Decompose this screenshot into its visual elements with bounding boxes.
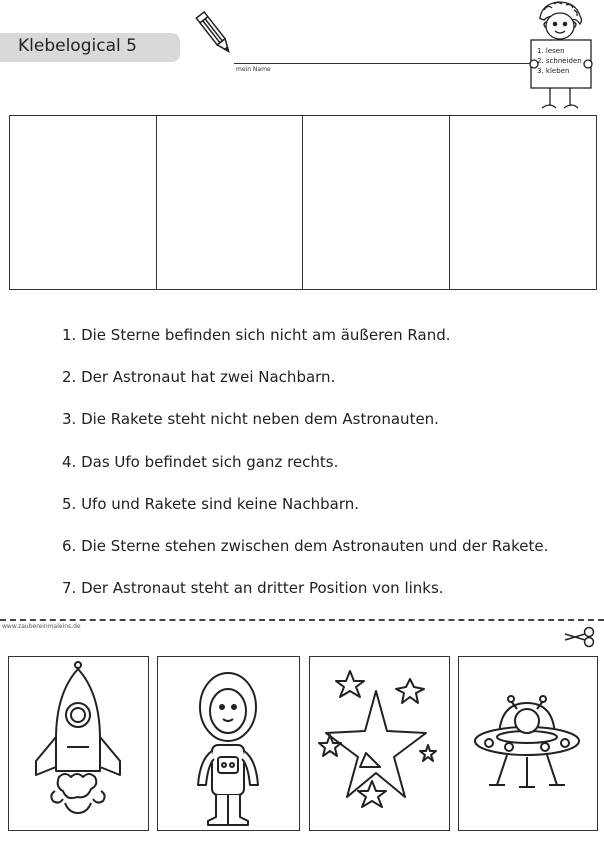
card-stars[interactable] bbox=[309, 656, 450, 831]
ufo-icon bbox=[459, 657, 596, 829]
worksheet-title: Klebelogical 5 bbox=[18, 36, 137, 56]
card-rocket[interactable] bbox=[8, 656, 149, 831]
site-url: www.zaubereinmaleins.de bbox=[2, 623, 81, 630]
card-ufo[interactable] bbox=[458, 656, 598, 831]
clue-list bbox=[62, 314, 548, 609]
steps-sign bbox=[532, 44, 586, 84]
clue-item: 6. Die Sterne stehen zwischen dem Astronauten und der Rakete. bbox=[62, 537, 549, 556]
step-glue: 3. kleben bbox=[537, 67, 570, 75]
clue-item: 2. Der Astronaut hat zwei Nachbarn. bbox=[62, 368, 336, 387]
stars-icon bbox=[310, 657, 448, 829]
clue-item: 5. Ufo und Rakete sind keine Nachbarn. bbox=[62, 494, 360, 513]
answer-slot-4[interactable] bbox=[450, 116, 597, 289]
answer-slot-1[interactable] bbox=[10, 116, 157, 289]
astronaut-icon bbox=[158, 657, 298, 829]
clue-item: 4. Das Ufo befindet sich ganz rechts. bbox=[62, 452, 339, 471]
clue-item: 3. Die Rakete steht nicht neben dem Astronauten. bbox=[62, 410, 439, 429]
pencil-icon bbox=[193, 8, 237, 60]
clue-item: 7. Der Astronaut steht an dritter Position von links. bbox=[62, 579, 444, 598]
answer-grid bbox=[9, 115, 597, 290]
card-astronaut[interactable] bbox=[157, 656, 300, 831]
answer-slot-3[interactable] bbox=[303, 116, 450, 289]
name-label: mein Name bbox=[236, 66, 271, 73]
clue-item: 1. Die Sterne befinden sich nicht am äußeren Rand. bbox=[62, 326, 451, 344]
step-cut: 2. schneiden bbox=[537, 57, 582, 65]
answer-slot-2[interactable] bbox=[157, 116, 304, 289]
rocket-icon bbox=[9, 657, 147, 829]
name-line bbox=[234, 63, 534, 64]
scissors-icon bbox=[563, 626, 597, 648]
step-read: 1. lesen bbox=[537, 47, 565, 55]
cut-line bbox=[0, 619, 604, 621]
